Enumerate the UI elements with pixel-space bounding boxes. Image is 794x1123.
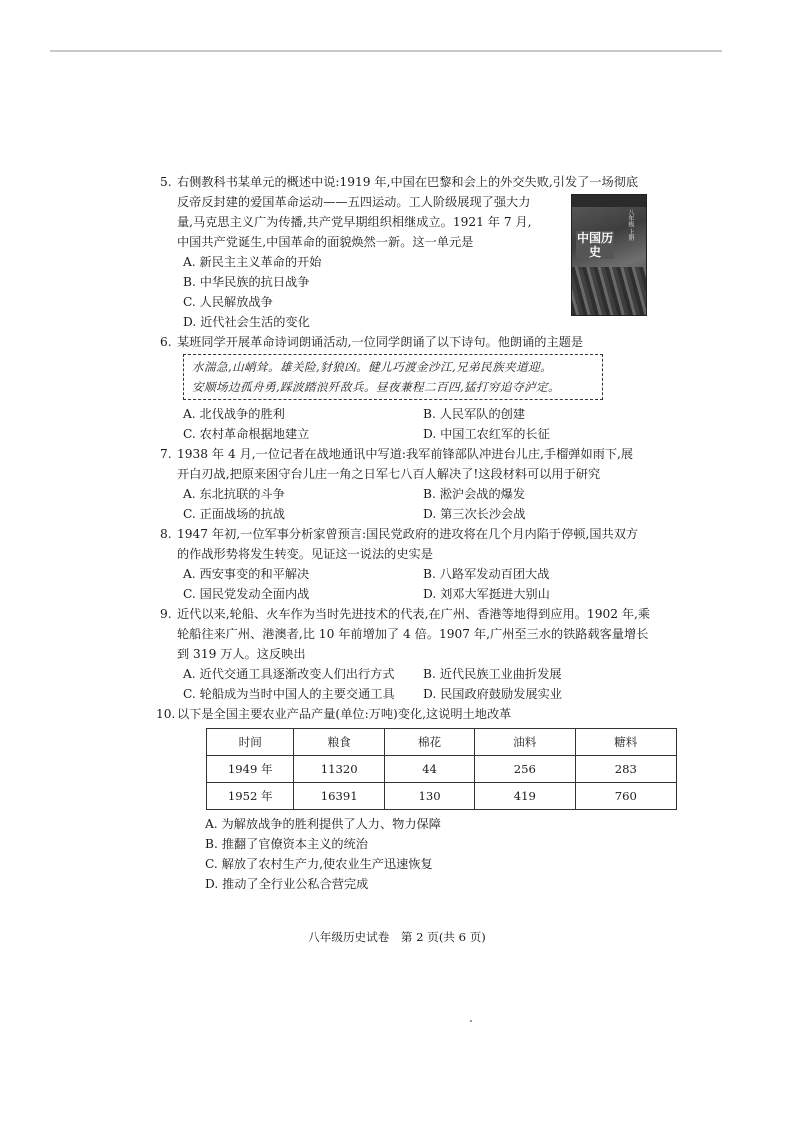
options-grid — [183, 404, 677, 444]
table-header-cell: 粮食 — [294, 729, 385, 756]
question-9 — [160, 604, 677, 704]
question-number: 6. — [160, 335, 172, 349]
table-header-cell: 糖料 — [575, 729, 676, 756]
table-cell: 44 — [385, 756, 475, 783]
table-header-cell: 棉花 — [385, 729, 475, 756]
question-6 — [160, 332, 677, 444]
option-d: D. 近代社会生活的变化 — [183, 315, 310, 329]
options-grid — [183, 664, 677, 704]
question-8 — [160, 524, 677, 604]
question-stem-line: 量,马克思主义广为传播,共产党早期组织相继成立。1921 年 7 月, — [177, 215, 532, 229]
option-b: B. 近代民族工业曲折发展 — [423, 667, 562, 681]
question-stem-line: 轮船往来广州、港澳者,比 10 年前增加了 4 倍。1907 年,广州至三水的铁路载客量增长 — [177, 627, 649, 641]
question-number: 10. — [156, 707, 176, 721]
option-c: C. 解放了农村生产力,使农业生产迅速恢复 — [205, 857, 433, 871]
option-d: D. 中国工农红军的长征 — [423, 427, 550, 441]
question-stem-line: 右侧教科书某单元的概述中说:1919 年,中国在巴黎和会上的外交失败,引发了一场彻底 — [177, 175, 639, 189]
scan-speck — [470, 1020, 472, 1022]
option-c: C. 正面战场的抗战 — [183, 507, 285, 521]
question-stem-line: 反帝反封建的爱国革命运动——五四运动。工人阶级展现了强大力 — [177, 195, 531, 209]
question-stem-line: 1947 年初,一位军事分析家曾预言:国民党政府的进攻将在几个月内陷于停顿,国共双方 — [177, 527, 639, 541]
option-a: A. 新民主主义革命的开始 — [183, 255, 322, 269]
option-d: D. 推动了全行业公私合营完成 — [205, 877, 369, 891]
table-header-cell: 油料 — [475, 729, 575, 756]
textbook-header-stripe — [572, 195, 646, 207]
scan-top-rule — [50, 50, 722, 52]
textbook-title: 中国历史 — [576, 231, 613, 259]
option-b: B. 淞沪会战的爆发 — [423, 487, 526, 501]
question-7 — [160, 444, 677, 524]
question-stem-line: 到 319 万人。这反映出 — [177, 647, 306, 661]
table-cell: 1952 年 — [207, 783, 294, 810]
question-stem-line: 近代以来,轮船、火车作为当时先进技术的代表,在广州、香港等地得到应用。1902 年,乘 — [177, 607, 651, 621]
option-b: B. 中华民族的抗日战争 — [183, 275, 310, 289]
exam-page-content — [156, 172, 677, 894]
table-cell: 760 — [575, 783, 676, 810]
table-row — [207, 756, 677, 783]
option-d: D. 刘邓大军挺进大别山 — [423, 587, 550, 601]
option-a: A. 北伐战争的胜利 — [183, 407, 285, 421]
farm-output-table — [206, 728, 677, 810]
table-row — [207, 783, 677, 810]
option-c: C. 农村革命根据地建立 — [183, 427, 310, 441]
option-c: C. 人民解放战争 — [183, 295, 273, 309]
table-cell: 283 — [575, 756, 676, 783]
option-b: B. 推翻了官僚资本主义的统治 — [205, 837, 368, 851]
question-5 — [160, 172, 677, 332]
textbook-grade: 八年级 上册 — [627, 209, 634, 241]
textbook-cover-image — [571, 194, 647, 316]
poem-line: 水湍急,山峭耸。雄关险,豺狼凶。健儿巧渡金沙江,兄弟民族夹道迎。 — [192, 360, 553, 374]
question-stem: 某班同学开展革命诗词朗诵活动,一位同学朗诵了以下诗句。他朗诵的主题是 — [177, 335, 584, 349]
table-cell: 16391 — [294, 783, 385, 810]
table-header-cell: 时间 — [207, 729, 294, 756]
option-d: D. 第三次长沙会战 — [423, 507, 526, 521]
table-header-row — [207, 729, 677, 756]
option-c: C. 轮船成为当时中国人的主要交通工具 — [183, 687, 395, 701]
table-cell: 11320 — [294, 756, 385, 783]
question-stem-line: 的作战形势将发生转变。见证这一说法的史实是 — [177, 547, 433, 561]
table-cell: 1949 年 — [207, 756, 294, 783]
option-a: A. 东北抗联的斗争 — [183, 487, 285, 501]
question-number: 5. — [160, 175, 172, 189]
table-cell: 256 — [475, 756, 575, 783]
table-cell: 130 — [385, 783, 475, 810]
question-stem-line: 中国共产党诞生,中国革命的面貌焕然一新。这一单元是 — [177, 235, 474, 249]
options-list — [205, 814, 677, 894]
option-c: C. 国民党发动全面内战 — [183, 587, 310, 601]
page-footer: 八年级历史试卷 第 2 页(共 6 页) — [308, 930, 486, 944]
poem-box — [183, 354, 603, 400]
question-number: 9. — [160, 607, 172, 621]
option-a: A. 近代交通工具逐渐改变人们出行方式 — [183, 667, 395, 681]
options-grid — [183, 564, 677, 604]
option-a: A. 为解放战争的胜利提供了人力、物力保障 — [205, 817, 441, 831]
option-b: B. 八路军发动百团大战 — [423, 567, 550, 581]
option-a: A. 西安事变的和平解决 — [183, 567, 310, 581]
options-grid — [183, 484, 677, 524]
question-number: 8. — [160, 527, 172, 541]
question-number: 7. — [160, 447, 172, 461]
poem-line: 安顺场边孤舟勇,踩波踏浪歼敌兵。昼夜兼程二百四,猛打穷追夺泸定。 — [192, 380, 560, 394]
option-b: B. 人民军队的创建 — [423, 407, 526, 421]
question-stem-line: 开白刃战,把原来困守台儿庄一角之日军七八百人解决了!这段材料可以用于研究 — [177, 467, 601, 481]
textbook-illustration — [572, 267, 646, 315]
option-d: D. 民国政府鼓励发展实业 — [423, 687, 562, 701]
question-10 — [156, 704, 677, 894]
question-stem: 以下是全国主要农业产品产量(单位:万吨)变化,这说明土地改革 — [177, 707, 512, 721]
question-stem-line: 1938 年 4 月,一位记者在战地通讯中写道:我军前锋部队冲进台儿庄,手榴弹如雨下,展 — [177, 447, 634, 461]
table-cell: 419 — [475, 783, 575, 810]
